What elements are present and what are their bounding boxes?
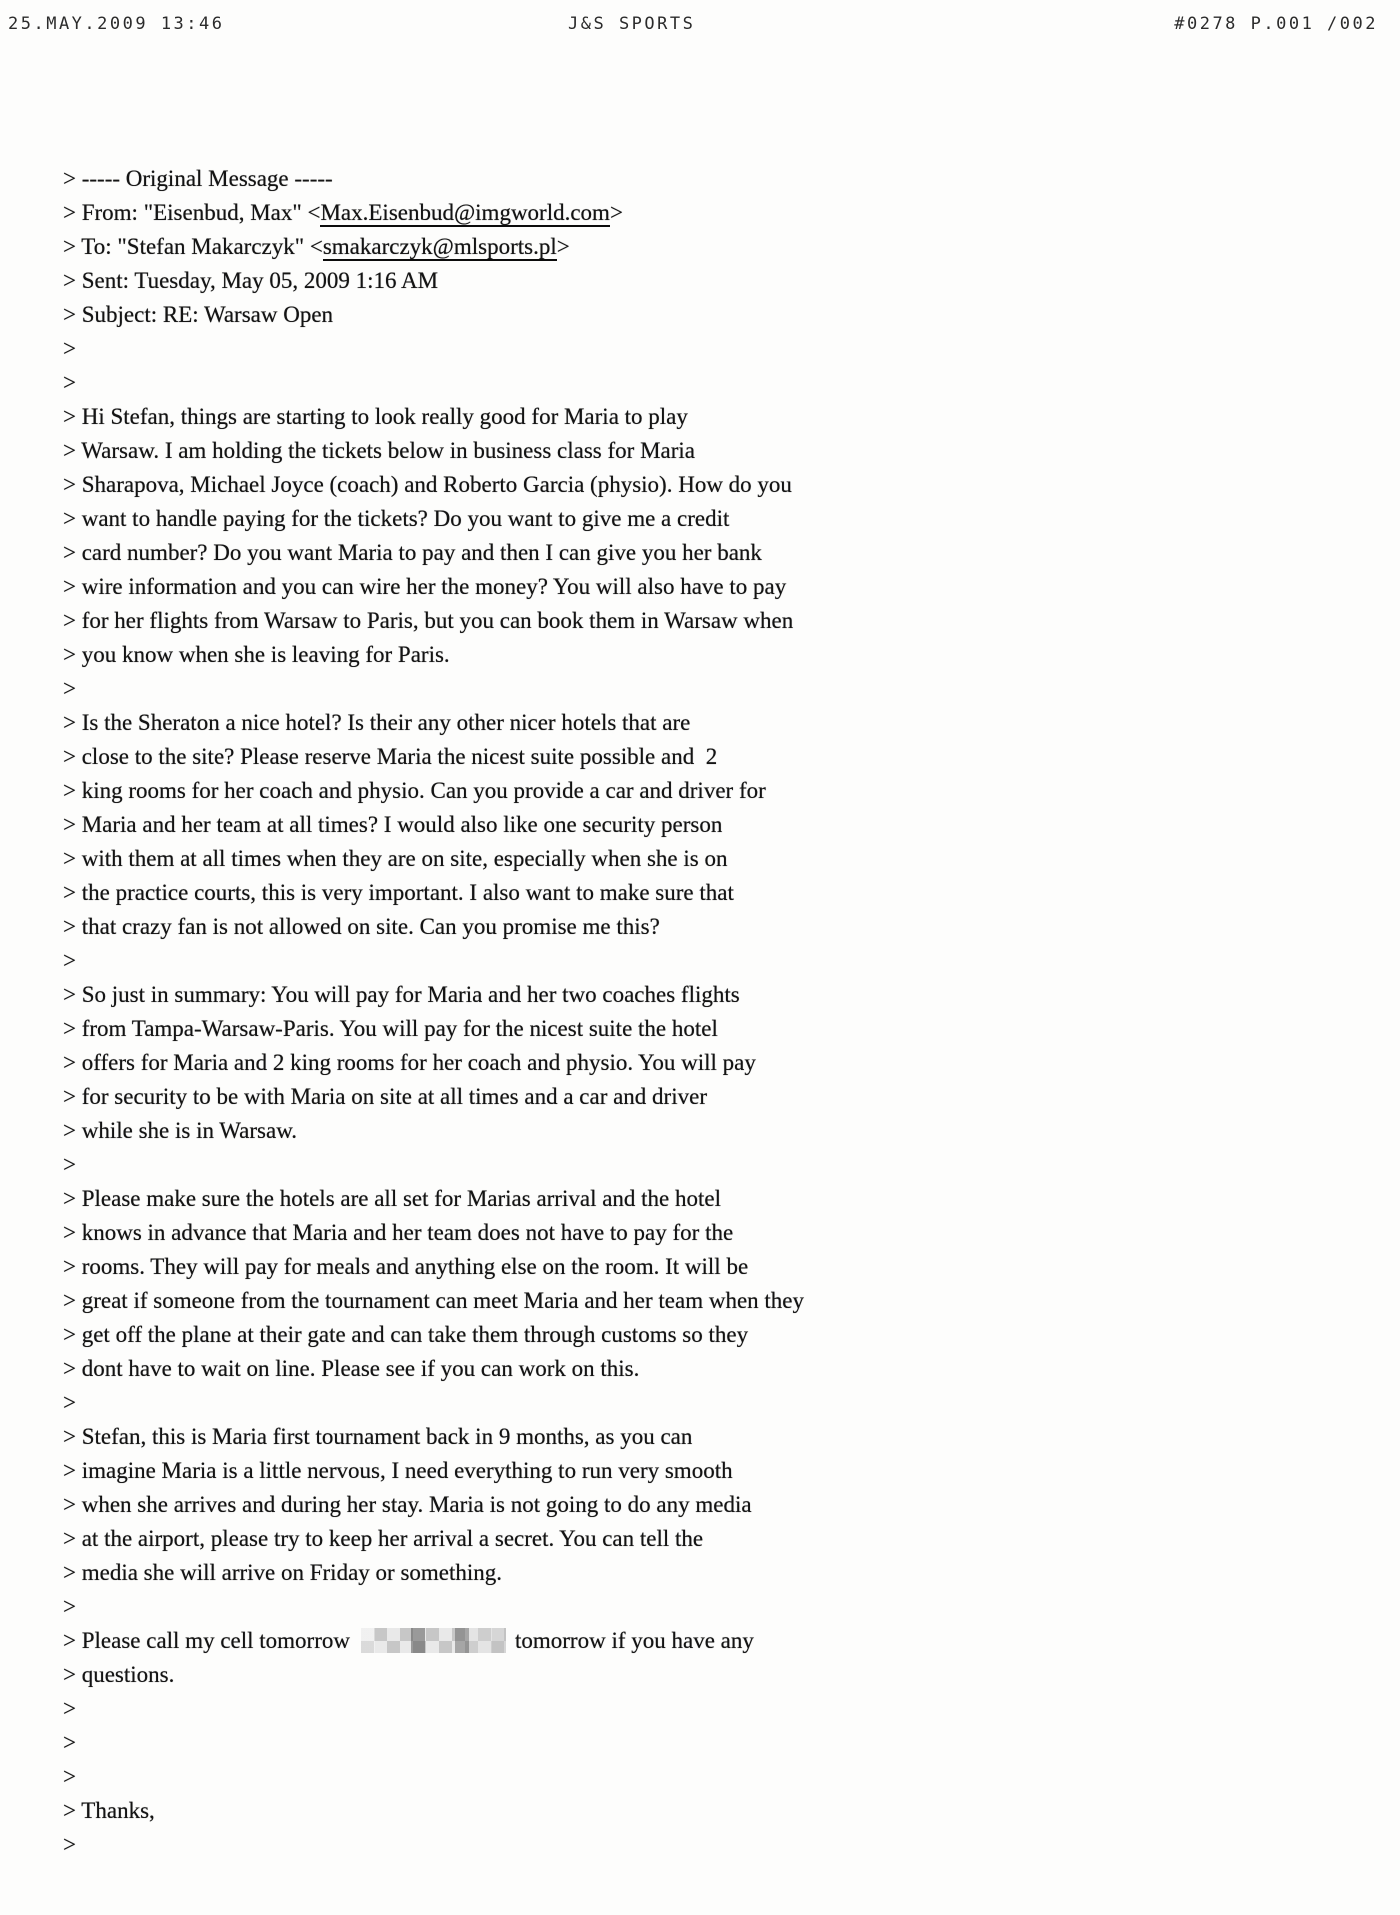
quoted-line: > Warsaw. I am holding the tickets below in business class for Maria — [63, 438, 695, 463]
quoted-line: > you know when she is leaving for Paris. — [63, 642, 450, 667]
fax-header — [0, 10, 1400, 50]
quoted-line: > close to the site? Please reserve Maria the nicest suite possible and 2 — [63, 744, 718, 769]
quoted-line: > imagine Maria is a little nervous, I need everything to run very smooth — [63, 1458, 733, 1483]
quoted-line: > king rooms for her coach and physio. Can you provide a car and driver for — [63, 778, 766, 803]
quoted-line: > at the airport, please try to keep her arrival a secret. You can tell the — [63, 1526, 704, 1551]
quoted-line: > — [63, 1696, 76, 1721]
to-label: > To: "Stefan Makarczyk" < — [63, 234, 323, 259]
quoted-line: > questions. — [63, 1662, 175, 1687]
call-line-after: tomorrow if you have any — [514, 1628, 754, 1653]
sent-line: > Sent: Tuesday, May 05, 2009 1:16 AM — [63, 268, 439, 293]
quoted-line: > great if someone from the tournament can meet Maria and her team when they — [63, 1288, 805, 1313]
quoted-line: > — [63, 948, 76, 973]
quoted-line: > Maria and her team at all times? I would also like one security person — [63, 812, 723, 837]
redacted-phone-number — [361, 1628, 506, 1653]
quoted-line: > — [63, 1730, 76, 1755]
quoted-line: > with them at all times when they are on site, especially when she is on — [63, 846, 728, 871]
quoted-line: > — [63, 676, 76, 701]
original-message-divider: > ----- Original Message ----- — [63, 166, 333, 191]
quoted-line: > — [63, 1152, 76, 1177]
quoted-line: > offers for Maria and 2 king rooms for her coach and physio. You will pay — [63, 1050, 756, 1075]
quoted-line: > media she will arrive on Friday or something. — [63, 1560, 503, 1585]
quoted-line: > So just in summary: You will pay for Maria and her two coaches flights — [63, 982, 740, 1007]
call-cell-line — [63, 1624, 1203, 1658]
quoted-line: > — [63, 1390, 76, 1415]
from-label: > From: "Eisenbud, Max" < — [63, 200, 321, 225]
fax-page-info: #0278 P.001 /002 — [1174, 14, 1378, 34]
quoted-line: > rooms. They will pay for meals and anything else on the room. It will be — [63, 1254, 749, 1279]
to-line — [63, 230, 1203, 264]
to-suffix: > — [556, 234, 570, 259]
quoted-line: > — [63, 1764, 76, 1789]
quoted-line: > want to handle paying for the tickets? Do you want to give me a credit — [63, 506, 730, 531]
quoted-line: > — [63, 1832, 76, 1857]
email-quote-block — [63, 162, 1203, 1862]
quoted-line: > — [63, 370, 76, 395]
quoted-line: > Please make sure the hotels are all set for Marias arrival and the hotel — [63, 1186, 722, 1211]
quoted-line: > — [63, 336, 76, 361]
quoted-line: > when she arrives and during her stay. Maria is not going to do any media — [63, 1492, 752, 1517]
quoted-line: > Is the Sheraton a nice hotel? Is their any other nicer hotels that are — [63, 710, 691, 735]
from-line — [63, 196, 1203, 230]
subject-line: > Subject: RE: Warsaw Open — [63, 302, 334, 327]
quoted-line: > card number? Do you want Maria to pay and then I can give you her bank — [63, 540, 762, 565]
quoted-line: > from Tampa-Warsaw-Paris. You will pay for the nicest suite the hotel — [63, 1016, 718, 1041]
quoted-line: > while she is in Warsaw. — [63, 1118, 298, 1143]
quoted-line: > for her flights from Warsaw to Paris, but you can book them in Warsaw when — [63, 608, 794, 633]
quoted-line: > for security to be with Maria on site at all times and a car and driver — [63, 1084, 707, 1109]
to-email-address: smakarczyk@mlsports.pl — [322, 234, 557, 259]
quoted-line: > knows in advance that Maria and her team does not have to pay for the — [63, 1220, 734, 1245]
quoted-line: > Thanks, — [63, 1798, 155, 1823]
from-suffix: > — [609, 200, 623, 225]
quoted-line: > that crazy fan is not allowed on site. Can you promise me this? — [63, 914, 660, 939]
quoted-line: > Hi Stefan, things are starting to look really good for Maria to play — [63, 404, 688, 429]
quoted-line: > get off the plane at their gate and can take them through customs so they — [63, 1322, 749, 1347]
quoted-line: > the practice courts, this is very important. I also want to make sure that — [63, 880, 734, 905]
quoted-line: > wire information and you can wire her the money? You will also have to pay — [63, 574, 787, 599]
quoted-line: > dont have to wait on line. Please see if you can work on this. — [63, 1356, 640, 1381]
fax-sender-name: J&S SPORTS — [568, 14, 696, 34]
call-line-before: > Please call my cell tomorrow — [63, 1628, 350, 1653]
quoted-line: > — [63, 1594, 76, 1619]
quoted-line: > Stefan, this is Maria first tournament back in 9 months, as you can — [63, 1424, 693, 1449]
quoted-line: > Sharapova, Michael Joyce (coach) and Roberto Garcia (physio). How do you — [63, 472, 792, 497]
fax-datetime: 25.MAY.2009 13:46 — [8, 14, 225, 34]
from-email-address: Max.Eisenbud@imgworld.com — [320, 200, 610, 225]
